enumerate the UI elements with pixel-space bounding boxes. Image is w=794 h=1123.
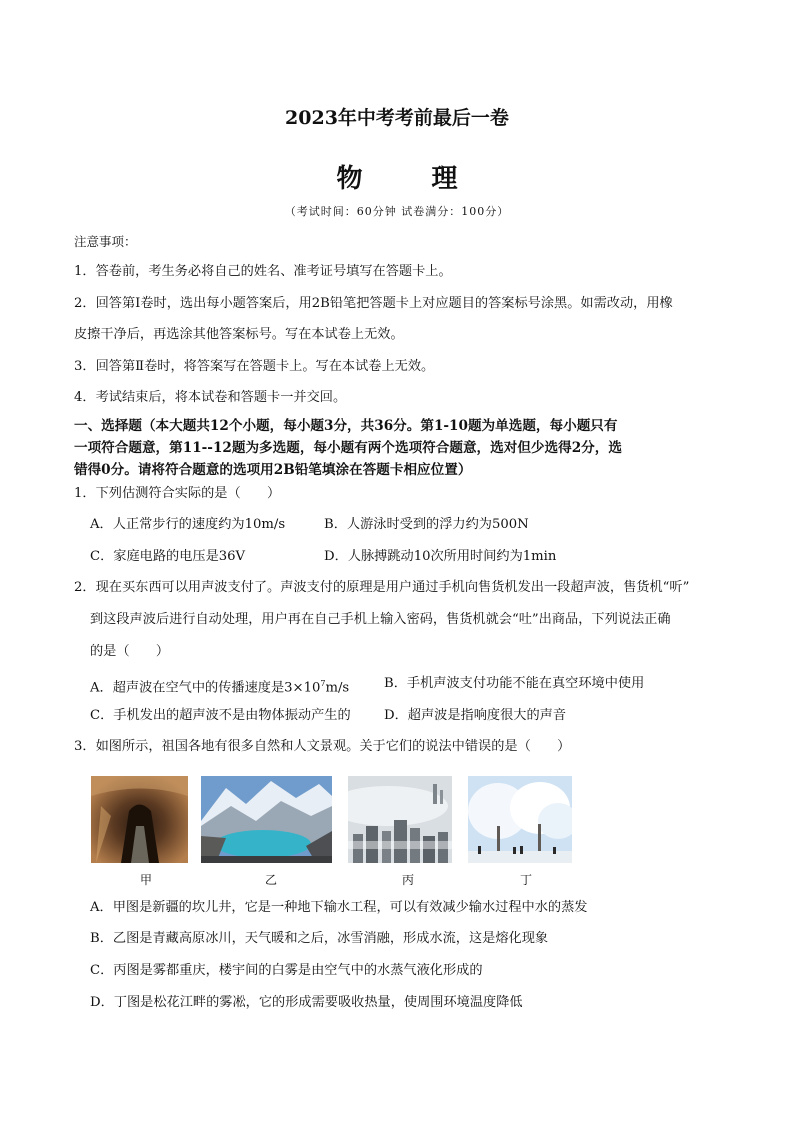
q3-stem: 3．如图所示，祖国各地有很多自然和人文景观。关于它们的说法中错误的是（ ）	[74, 739, 571, 754]
exam-title: 2023年中考考前最后一卷	[285, 107, 509, 129]
section-heading-line-1: 一、选择题（本大题共12个小题，每小题3分，共36分。第1-10题为单选题，每小题只有	[74, 418, 618, 434]
notice-item-2-cont: 皮擦干净后，再选涂其他答案标号。写在本试卷上无效。	[74, 327, 404, 342]
q2-option-d: D．超声波是指响度很大的声音	[384, 708, 567, 723]
q2-stem-line-2: 到这段声波后进行自动处理，用户再在自己手机上输入密码，售货机就会“吐”出商品，下列说法正确	[90, 612, 671, 627]
caption-ding: 丁	[520, 873, 533, 887]
notice-item-3: 3．回答第Ⅱ卷时，将答案写在答题卡上。写在本试卷上无效。	[74, 359, 435, 374]
q2-stem-line-1: 2．现在买东西可以用声波支付了。声波支付的原理是用户通过手机向售货机发出一段超声波，售货机“听”	[74, 580, 690, 595]
foggy-city-image	[348, 776, 452, 863]
q1-option-b: B．人游泳时受到的浮力约为500N	[324, 517, 529, 532]
q2-option-a	[90, 675, 349, 697]
karez-tunnel-image	[91, 776, 188, 863]
rime-trees-image	[468, 776, 572, 863]
notice-item-4: 4．考试结束后，将本试卷和答题卡一并交回。	[74, 390, 347, 405]
q3-option-b: B．乙图是青藏高原冰川，天气暖和之后，冰雪消融，形成水流，这是熔化现象	[90, 931, 549, 946]
notice-item-2: 2．回答第Ⅰ卷时，选出每小题答案后，用2B铅笔把答题卡上对应题目的答案标号涂黑。如需改动，用橡	[74, 296, 673, 311]
caption-jia: 甲	[140, 873, 153, 887]
q1-stem: 1．下列估测符合实际的是（ ）	[74, 486, 281, 501]
photo-rime-trees	[468, 776, 572, 863]
caption-yi: 乙	[265, 873, 278, 887]
q2-option-c: C．手机发出的超声波不是由物体振动产生的	[90, 708, 351, 723]
q2-option-a-text: A．超声波在空气中的传播速度是3×10	[90, 680, 321, 696]
q2-option-a-unit: m/s	[325, 680, 350, 696]
q2-stem-line-3: 的是（ ）	[90, 644, 170, 659]
q3-option-a: A．甲图是新疆的坎儿井，它是一种地下输水工程，可以有效减少输水过程中水的蒸发	[90, 900, 588, 915]
section-heading-line-3: 错得0分。请将符合题意的选项用2B铅笔填涂在答题卡相应位置）	[74, 462, 472, 478]
q1-option-d: D．人脉搏跳动10次所用时间约为1min	[324, 549, 557, 564]
q2-option-b: B．手机声波支付功能不能在真空环境中使用	[384, 676, 645, 691]
caption-bing: 丙	[402, 873, 415, 887]
q1-option-c: C．家庭电路的电压是36V	[90, 549, 246, 564]
q3-option-c: C．丙图是雾都重庆，楼宇间的白雾是由空气中的水蒸气液化形成的	[90, 963, 483, 978]
section-heading-line-2: 一项符合题意，第11--12题为多选题，每小题有两个选项符合题意，选对但少选得2分，选	[74, 440, 622, 456]
photo-glacier	[201, 776, 332, 863]
photo-karez-well	[91, 776, 188, 863]
glacier-image	[201, 776, 332, 863]
q1-option-a: A．人正常步行的速度约为10m/s	[90, 517, 286, 532]
q2-option-a-exponent: 7	[320, 679, 326, 688]
photo-foggy-city	[348, 776, 452, 863]
subject-title: 物 理	[336, 164, 488, 194]
q3-option-d: D．丁图是松花江畔的雾凇，它的形成需要吸收热量，使周围环境温度降低	[90, 995, 523, 1010]
notice-item-1: 1．答卷前，考生务必将自己的姓名、准考证号填写在答题卡上。	[74, 264, 452, 279]
exam-info: （考试时间：60分钟 试卷满分：100分）	[284, 205, 510, 218]
notice-heading: 注意事项：	[74, 234, 137, 249]
